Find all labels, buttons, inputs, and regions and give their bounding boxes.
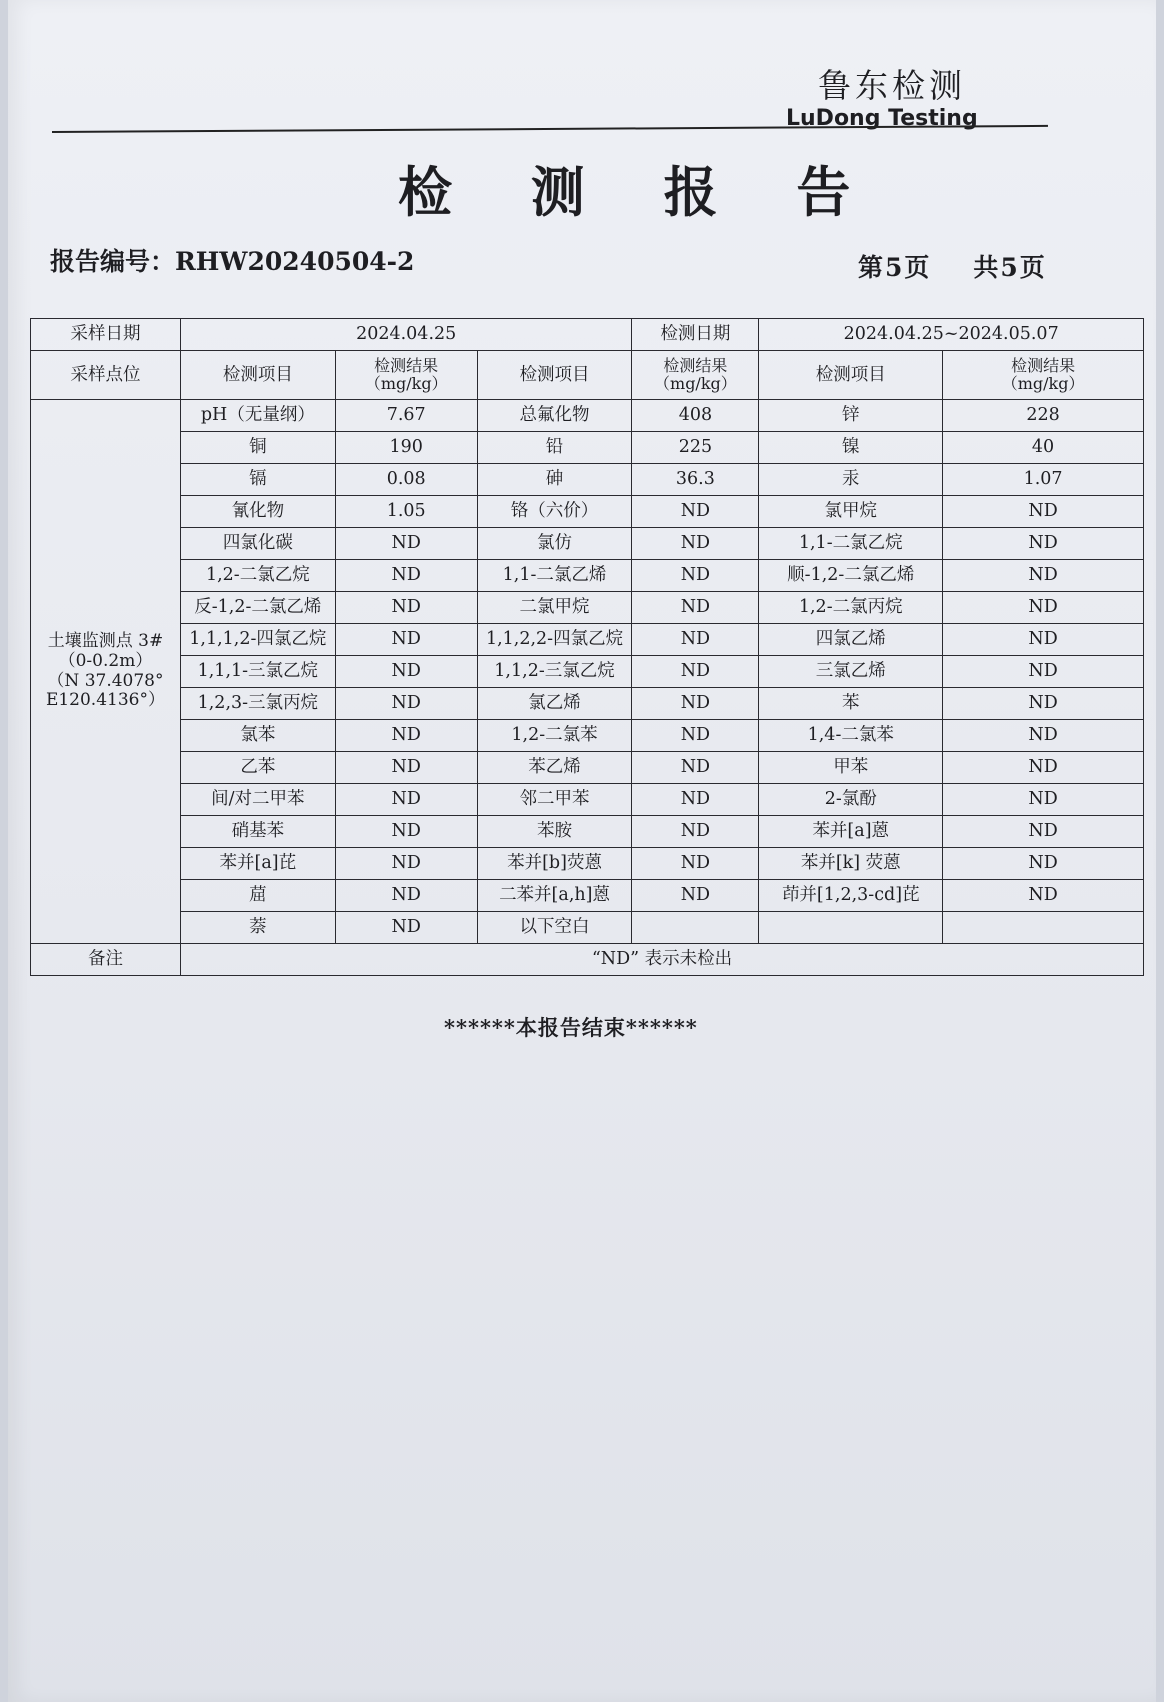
- test-item: 镉: [180, 464, 335, 496]
- table-row: [31, 592, 1144, 624]
- test-item: 苯并[a]芘: [180, 848, 335, 880]
- test-item: 茚并[1,2,3-cd]芘: [759, 880, 943, 912]
- test-item: 苯并[b]荧蒽: [477, 848, 632, 880]
- test-result: ND: [632, 880, 759, 912]
- test-item: 锌: [759, 400, 943, 432]
- test-result: ND: [943, 560, 1144, 592]
- test-item: pH（无量纲）: [180, 400, 335, 432]
- test-result: 7.67: [335, 400, 477, 432]
- col-item-header: 检测项目: [759, 351, 943, 400]
- test-result: ND: [632, 720, 759, 752]
- remark-text: “ND” 表示未检出: [180, 944, 1143, 976]
- sampling-point-lon: E120.4136°）: [45, 690, 165, 711]
- test-item: 间/对二甲苯: [180, 784, 335, 816]
- test-result: ND: [943, 656, 1144, 688]
- table-row: [31, 400, 1144, 432]
- sampling-point-label: 采样点位: [31, 351, 181, 400]
- table-row: [31, 496, 1144, 528]
- test-result: ND: [335, 592, 477, 624]
- test-item: 二氯甲烷: [477, 592, 632, 624]
- test-result: ND: [335, 624, 477, 656]
- test-item: 甲苯: [759, 752, 943, 784]
- test-item: 铜: [180, 432, 335, 464]
- test-item: 1,1-二氯乙烷: [759, 528, 943, 560]
- remark-label: 备注: [31, 944, 181, 976]
- report-number-value: RHW20240504-2: [175, 247, 415, 276]
- test-result: ND: [632, 656, 759, 688]
- page-total: 共5页: [973, 253, 1047, 282]
- test-result: ND: [632, 688, 759, 720]
- test-result: ND: [943, 624, 1144, 656]
- table-row: [31, 784, 1144, 816]
- test-item: 四氯乙烯: [759, 624, 943, 656]
- test-result: ND: [632, 816, 759, 848]
- table-row: [31, 432, 1144, 464]
- sampling-date-row: [31, 319, 1144, 351]
- sampling-point-cell: [31, 400, 181, 944]
- test-result: ND: [632, 592, 759, 624]
- test-item: 1,1-二氯乙烯: [477, 560, 632, 592]
- test-result: ND: [632, 496, 759, 528]
- test-item: 苯胺: [477, 816, 632, 848]
- test-item: 苯: [759, 688, 943, 720]
- test-item: 汞: [759, 464, 943, 496]
- table-row: [31, 656, 1144, 688]
- test-result: 1.07: [943, 464, 1144, 496]
- test-result: ND: [943, 720, 1144, 752]
- col-result-unit: （mg/kg）: [1001, 374, 1085, 393]
- test-item: 邻二甲苯: [477, 784, 632, 816]
- test-item: 二苯并[a,h]蒽: [477, 880, 632, 912]
- test-result: 1.05: [335, 496, 477, 528]
- test-result: ND: [943, 880, 1144, 912]
- table-row: [31, 560, 1144, 592]
- test-result: ND: [632, 528, 759, 560]
- test-item: 氯甲烷: [759, 496, 943, 528]
- report-end-marker: ******本报告结束******: [444, 1015, 698, 1040]
- test-item: 1,2,3-三氯丙烷: [180, 688, 335, 720]
- test-result: ND: [943, 816, 1144, 848]
- table-row: [31, 720, 1144, 752]
- test-result: ND: [632, 624, 759, 656]
- test-result: ND: [943, 592, 1144, 624]
- test-item: 镍: [759, 432, 943, 464]
- test-item: 总氟化物: [477, 400, 632, 432]
- test-item: 苯并[a]蒽: [759, 816, 943, 848]
- col-result-title: 检测结果: [1011, 355, 1076, 375]
- test-result: ND: [335, 848, 477, 880]
- test-result: ND: [943, 848, 1144, 880]
- test-item: [759, 912, 943, 944]
- test-item: 硝基苯: [180, 816, 335, 848]
- test-item: 顺-1,2-二氯乙烯: [759, 560, 943, 592]
- company-name-cn: 鲁东检测: [818, 66, 966, 105]
- col-result-header: [632, 351, 759, 400]
- test-item: 2-氯酚: [759, 784, 943, 816]
- test-item: 1,1,2-三氯乙烷: [477, 656, 632, 688]
- test-item: 铬（六价）: [477, 496, 632, 528]
- remark-row: [31, 944, 1144, 976]
- test-item: 1,2-二氯乙烷: [180, 560, 335, 592]
- page-indicator: [858, 248, 1047, 284]
- test-item: 铅: [477, 432, 632, 464]
- test-result: ND: [335, 656, 477, 688]
- test-result: [632, 912, 759, 944]
- test-result: ND: [632, 848, 759, 880]
- col-result-header: [335, 351, 477, 400]
- test-result: [943, 912, 1144, 944]
- col-result-title: 检测结果: [374, 355, 439, 375]
- test-result: ND: [943, 752, 1144, 784]
- sampling-point-depth: （0-0.2m）: [58, 650, 153, 671]
- col-item-header: 检测项目: [180, 351, 335, 400]
- column-header-row: [31, 351, 1144, 400]
- table-row: [31, 464, 1144, 496]
- test-item: 苯乙烯: [477, 752, 632, 784]
- test-result: 40: [943, 432, 1144, 464]
- test-result: ND: [335, 688, 477, 720]
- test-result: 228: [943, 400, 1144, 432]
- test-result: ND: [943, 784, 1144, 816]
- test-result: ND: [335, 528, 477, 560]
- col-result-header: [943, 351, 1144, 400]
- test-item: 氯仿: [477, 528, 632, 560]
- test-item: 以下空白: [477, 912, 632, 944]
- test-item: 1,4-二氯苯: [759, 720, 943, 752]
- col-result-unit: （mg/kg）: [654, 374, 737, 393]
- test-result: 0.08: [335, 464, 477, 496]
- test-result: ND: [632, 752, 759, 784]
- report-number: [50, 242, 414, 278]
- page-current: 第5页: [858, 253, 932, 282]
- test-result: 36.3: [632, 464, 759, 496]
- table-row: [31, 848, 1144, 880]
- test-item: 氯乙烯: [477, 688, 632, 720]
- test-item: 1,2-二氯丙烷: [759, 592, 943, 624]
- table-row: [31, 528, 1144, 560]
- test-result: ND: [335, 880, 477, 912]
- sampling-date-label: 采样日期: [31, 319, 181, 351]
- test-result: ND: [632, 560, 759, 592]
- document-title: 检 测 报 告: [398, 160, 881, 224]
- test-result: ND: [335, 720, 477, 752]
- test-result: ND: [335, 752, 477, 784]
- report-page: [8, 0, 1156, 1702]
- test-item: 1,2-二氯苯: [477, 720, 632, 752]
- test-result: ND: [632, 784, 759, 816]
- col-item-header: 检测项目: [477, 351, 632, 400]
- test-result: ND: [943, 528, 1144, 560]
- test-result: 190: [335, 432, 477, 464]
- test-result: ND: [335, 784, 477, 816]
- test-item: 1,1,1-三氯乙烷: [180, 656, 335, 688]
- test-item: 1,1,1,2-四氯乙烷: [180, 624, 335, 656]
- test-result: ND: [335, 912, 477, 944]
- test-result: ND: [335, 816, 477, 848]
- table-row: [31, 912, 1144, 944]
- test-item: 1,1,2,2-四氯乙烷: [477, 624, 632, 656]
- test-item: 三氯乙烯: [759, 656, 943, 688]
- test-result: ND: [943, 496, 1144, 528]
- test-item: 反-1,2-二氯乙烯: [180, 592, 335, 624]
- table-row: [31, 624, 1144, 656]
- report-number-label: 报告编号：: [50, 247, 176, 276]
- sampling-point-lat: （N 37.4078°: [47, 670, 164, 691]
- col-result-title: 检测结果: [663, 355, 728, 375]
- test-result: 408: [632, 400, 759, 432]
- test-result: ND: [335, 560, 477, 592]
- test-item: 萘: [180, 912, 335, 944]
- test-item: 䓛: [180, 880, 335, 912]
- table-row: [31, 688, 1144, 720]
- sampling-point-name: 土壤监测点 3#: [47, 631, 164, 652]
- test-item: 氰化物: [180, 496, 335, 528]
- table-row: [31, 880, 1144, 912]
- sampling-date-value: 2024.04.25: [180, 319, 632, 351]
- test-item: 氯苯: [180, 720, 335, 752]
- test-item: 苯并[k] 荧蒽: [759, 848, 943, 880]
- test-result: 225: [632, 432, 759, 464]
- test-item: 乙苯: [180, 752, 335, 784]
- table-row: [31, 816, 1144, 848]
- col-result-unit: （mg/kg）: [364, 374, 448, 393]
- table-row: [31, 752, 1144, 784]
- company-name-en: LuDong Testing: [786, 106, 978, 131]
- test-item: 砷: [477, 464, 632, 496]
- test-result: ND: [943, 688, 1144, 720]
- test-item: 四氯化碳: [180, 528, 335, 560]
- testing-date-value: 2024.04.25~2024.05.07: [759, 319, 1144, 351]
- results-table: [30, 318, 1144, 976]
- testing-date-label: 检测日期: [632, 319, 759, 351]
